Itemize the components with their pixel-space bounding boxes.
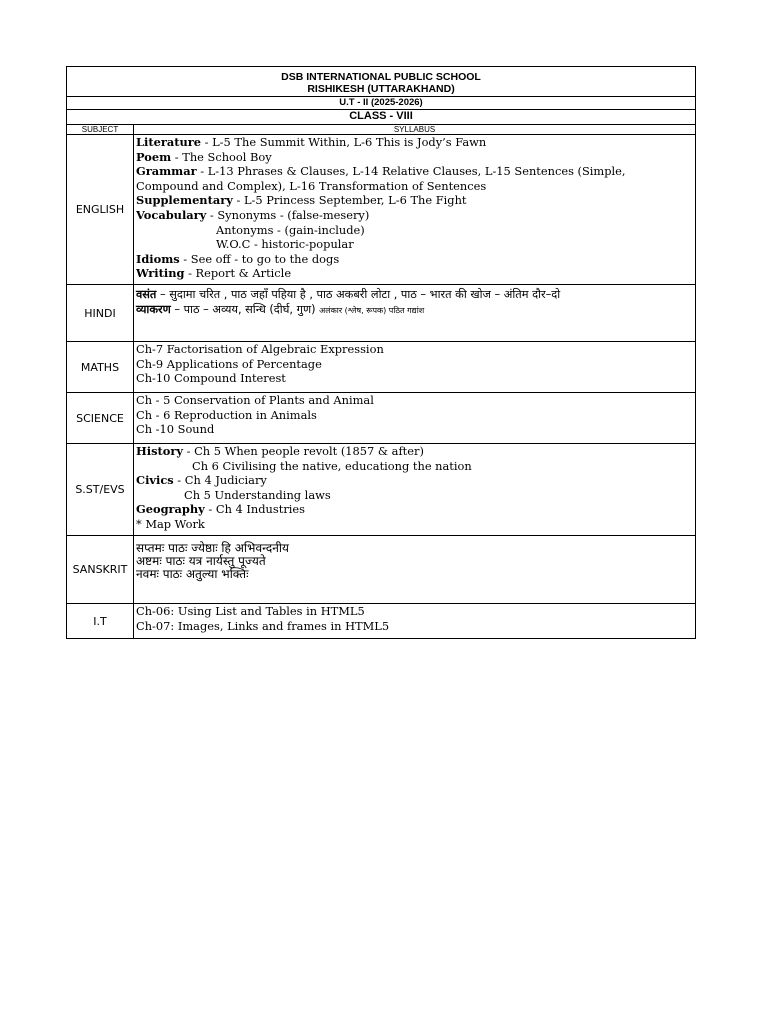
sanskrit-lesson: सप्तमः पाठः ज्येष्ठाः हि अभिवन्दनीय	[136, 541, 289, 555]
sst-civics: Civics - Ch 4 Judiciary	[136, 473, 267, 488]
sanskrit-lesson: नवमः पाठः अतुल्या भक्तिः	[136, 567, 249, 581]
science-chapter: Ch - 5 Conservation of Plants and Animal	[136, 393, 374, 407]
school-location: RISHIKESH (UTTARAKHAND)	[67, 83, 696, 97]
sanskrit-lesson: अष्टमः पाठः यत्र नार्यस्तु पूज्यते	[136, 554, 266, 568]
hindi-syllabus	[134, 285, 696, 342]
sst-geography: Geography - Ch 4 Industries	[136, 502, 305, 517]
maths-row	[67, 342, 696, 393]
science-syllabus	[134, 393, 696, 444]
subject-it: I.T	[67, 604, 134, 639]
hindi-vasant: वसंत – सुदामा चरित , पाठ जहाँ पहिया है , पाठ अकबरी लोटा , पाठ – भारत की खोज – अंतिम दौर–दो	[136, 288, 561, 301]
english-idioms: Idioms - See off - to go to the dogs	[136, 251, 340, 266]
subject-sanskrit: SANSKRIT	[67, 536, 134, 604]
sst-civics-chapter: Ch 5 Understanding laws	[184, 487, 331, 502]
maths-chapter: Ch-7 Factorisation of Algebraic Expression	[136, 342, 384, 356]
location-row	[67, 83, 696, 97]
exam-title: U.T - II (2025-2026)	[67, 97, 696, 110]
syllabus-column-header: SYLLABUS	[134, 125, 696, 135]
column-header-row	[67, 125, 696, 135]
english-literature: Literature - L-5 The Summit Within, L-6 This is Jody’s Fawn	[136, 135, 487, 149]
maths-chapter: Ch-9 Applications of Percentage	[136, 356, 322, 371]
science-chapter: Ch -10 Sound	[136, 422, 215, 437]
english-grammar: Grammar - L-13 Phrases & Clauses, L-14 Relative Clauses, L-15 Sentences (Simple, Compound and Complex), L-16 Transformation of Sentences	[136, 164, 626, 193]
science-row	[67, 393, 696, 444]
it-chapter: Ch-07: Images, Links and frames in HTML5	[136, 618, 390, 633]
sst-syllabus	[134, 444, 696, 536]
it-syllabus	[134, 604, 696, 639]
school-name: DSB INTERNATIONAL PUBLIC SCHOOL	[67, 67, 696, 84]
it-chapter: Ch-06: Using List and Tables in HTML5	[136, 604, 365, 618]
subject-maths: MATHS	[67, 342, 134, 393]
english-woc: W.O.C - historic-popular	[216, 237, 354, 252]
hindi-vyakaran: व्याकरण – पाठ – अव्यय, सन्धि (दीर्घ, गुण) अलंकार (श्लेष, रूपक) पठित गद्यांश	[136, 303, 425, 316]
sanskrit-syllabus	[134, 536, 696, 604]
school-name-row	[67, 67, 696, 84]
subject-english: ENGLISH	[67, 135, 134, 285]
syllabus-sheet	[66, 66, 695, 639]
maths-chapter: Ch-10 Compound Interest	[136, 371, 286, 386]
english-vocabulary: Vocabulary - Synonyms - (false-mesery)	[136, 207, 370, 222]
science-chapter: Ch - 6 Reproduction in Animals	[136, 407, 317, 422]
sanskrit-row	[67, 536, 696, 604]
exam-row	[67, 97, 696, 110]
subject-sst: S.ST/EVS	[67, 444, 134, 536]
maths-syllabus	[134, 342, 696, 393]
subject-hindi: HINDI	[67, 285, 134, 342]
english-supplementary: Supplementary - L-5 Princess September, L-6 The Fight	[136, 193, 467, 208]
english-antonyms: Antonyms - (gain-include)	[216, 222, 365, 237]
english-row	[67, 135, 696, 285]
sst-row	[67, 444, 696, 536]
english-syllabus	[134, 135, 696, 285]
sst-history-chapter: Ch 6 Civilising the native, educationg the nation	[192, 458, 472, 473]
english-poem: Poem - The School Boy	[136, 149, 272, 164]
class-row	[67, 110, 696, 125]
class-title: CLASS - VIII	[67, 110, 696, 125]
sst-history: History - Ch 5 When people revolt (1857 & after)	[136, 444, 424, 458]
sst-map-work: * Map Work	[136, 516, 205, 531]
it-row	[67, 604, 696, 639]
hindi-row	[67, 285, 696, 342]
subject-column-header: SUBJECT	[67, 125, 134, 135]
syllabus-table	[66, 66, 696, 639]
english-writing: Writing - Report & Article	[136, 266, 292, 281]
subject-science: SCIENCE	[67, 393, 134, 444]
